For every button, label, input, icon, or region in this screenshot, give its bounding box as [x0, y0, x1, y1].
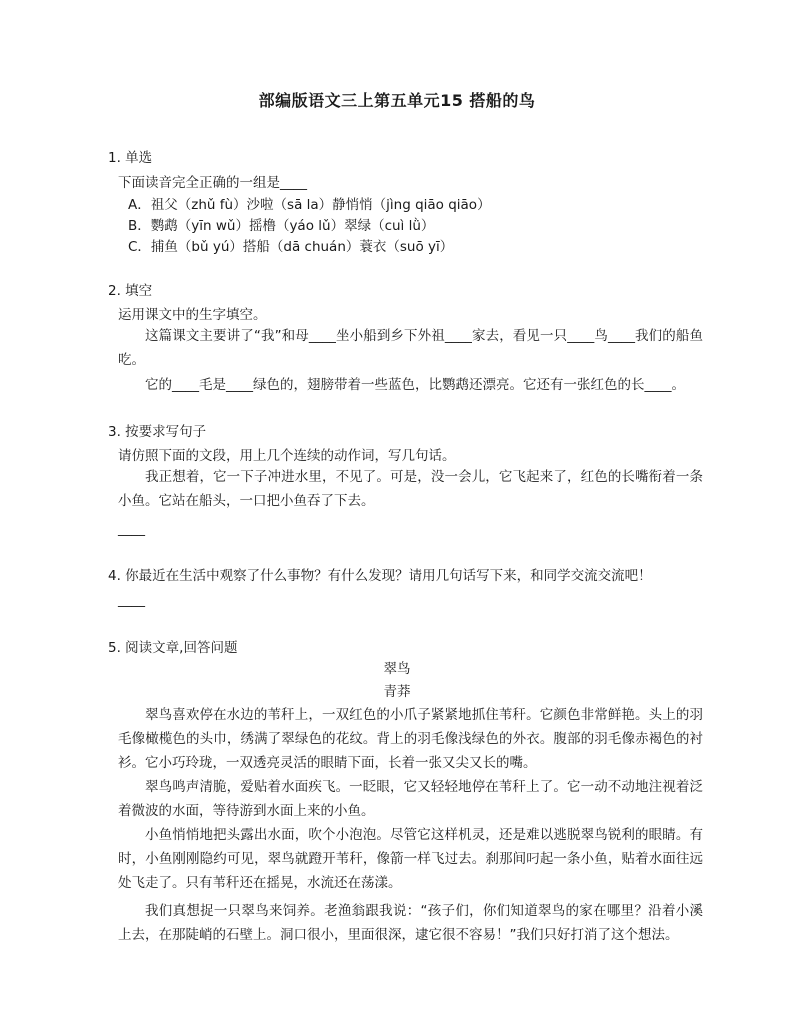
article-paragraph-3: 小鱼悄悄地把头露出水面，吹个小泡泡。尽管它这样机灵，还是难以逃脱翠鸟锐利的眼睛。有时，小鱼刚刚隐约可见，翠鸟就蹬开苇秆，像箭一样飞过去。刹那间叼起一条小鱼，贴着水面往远处飞走了。只有苇秆还在摇晃，水流还在荡漾。 [118, 827, 703, 891]
article-title: 翠鸟 [383, 661, 411, 677]
question-1-heading: 1. 单选 [108, 150, 153, 166]
question-1-option-a: A．祖父（zhǔ fù）沙啦（sā la）静悄悄（jìng qiāo qiāo） [128, 197, 491, 213]
question-3-answer-line[interactable]: ____ [118, 521, 145, 537]
question-2-paragraph-2: 它的____毛是____绿色的，翅膀带着一些蓝色，比鹦鹉还漂亮。它还有一张红色的长____。 [145, 377, 685, 393]
question-1-stem: 下面读音完全正确的一组是____ [118, 175, 307, 191]
article-paragraph-2: 翠鸟鸣声清脆，爱贴着水面疾飞。一眨眼，它又轻轻地停在苇秆上了。它一动不动地注视着泛着微波的水面，等待游到水面上来的小鱼。 [118, 779, 703, 819]
question-4-heading: 4. 你最近在生活中观察了什么事物？有什么发现？请用几句话写下来，和同学交流交流吧！ [108, 568, 652, 584]
question-3-paragraph: 我正想着，它一下子冲进水里，不见了。可是，没一会儿，它飞起来了，红色的长嘴衔着一条小鱼。它站在船头，一口把小鱼吞了下去。 [118, 469, 703, 509]
question-2-stem: 运用课文中的生字填空。 [118, 307, 267, 323]
question-3-stem: 请仿照下面的文段，用上几个连续的动作词，写几句话。 [118, 448, 456, 464]
question-1-option-b: B．鹦鹉（yīn wǔ）摇橹（yáo lǔ）翠绿（cuì lǜ） [128, 218, 435, 234]
question-4-answer-line[interactable]: ____ [118, 592, 145, 608]
question-1-option-c: C．捕鱼（bǔ yú）搭船（dā chuán）蓑衣（suō yī） [128, 239, 454, 255]
article-author: 青莽 [383, 684, 411, 700]
question-5-heading: 5. 阅读文章,回答问题 [108, 640, 238, 656]
question-2-paragraph-1: 这篇课文主要讲了“我”和母____坐小船到乡下外祖____家去，看见一只____鸟____我们的船鱼吃。 [118, 328, 703, 368]
question-2-heading: 2. 填空 [108, 283, 153, 299]
question-3-heading: 3. 按要求写句子 [108, 424, 207, 440]
page-title: 部编版语文三上第五单元15 搭船的鸟 [258, 91, 536, 110]
article-paragraph-1: 翠鸟喜欢停在水边的苇秆上，一双红色的小爪子紧紧地抓住苇秆。它颜色非常鲜艳。头上的羽毛像橄榄色的头巾，绣满了翠绿色的花纹。背上的羽毛像浅绿色的外衣。腹部的羽毛像赤褐色的衬衫。它小巧玲珑，一双透亮灵活的眼睛下面，长着一张又尖又长的嘴。 [118, 707, 703, 771]
article-paragraph-4: 我们真想捉一只翠鸟来饲养。老渔翁跟我说：“孩子们，你们知道翠鸟的家在哪里？沿着小溪上去，在那陡峭的石壁上。洞口很小，里面很深，逮它很不容易！”我们只好打消了这个想法。 [118, 903, 703, 943]
